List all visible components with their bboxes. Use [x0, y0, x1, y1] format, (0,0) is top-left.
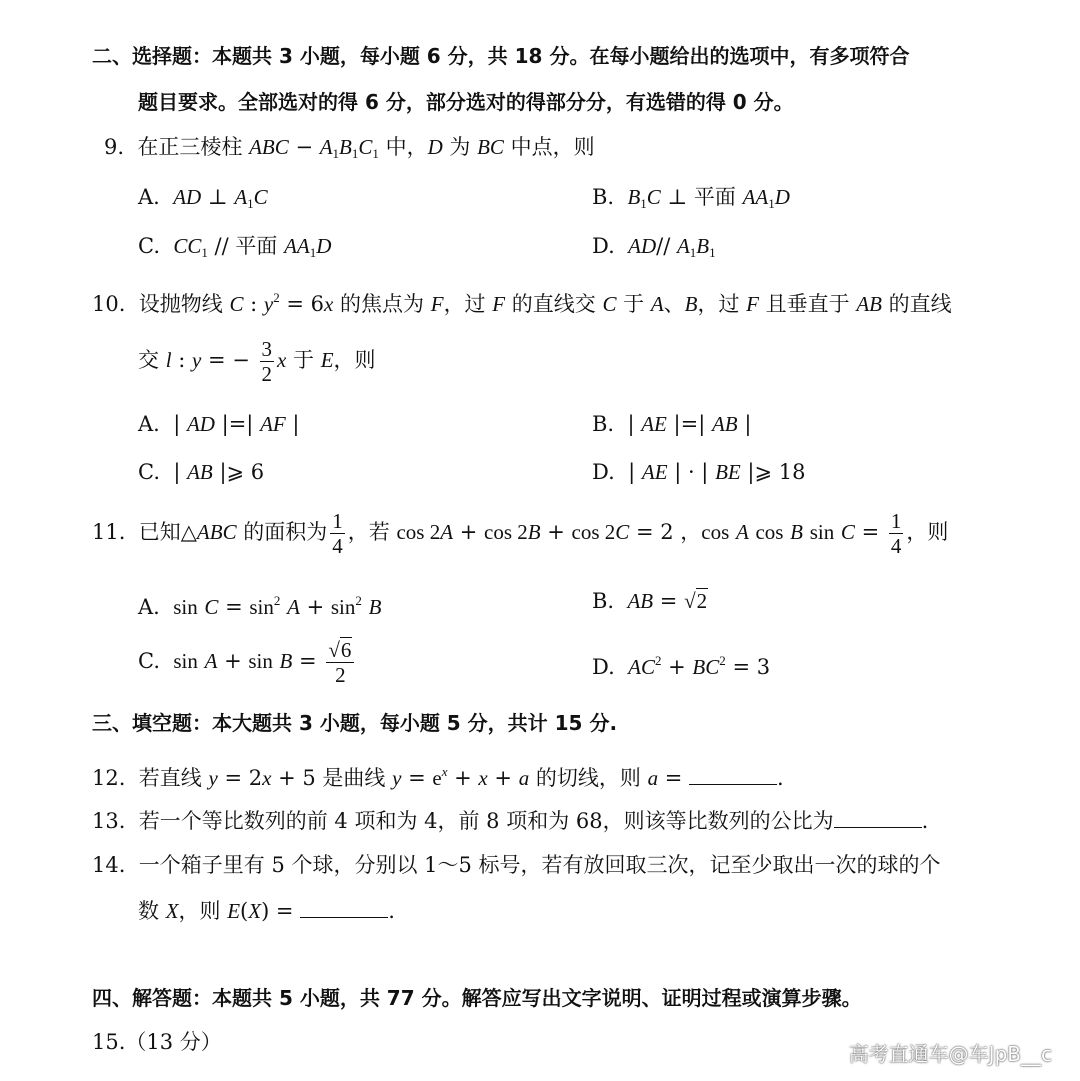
q10-option-b: B. | AE |=| AB |	[592, 412, 752, 436]
q10-option-a: A. | AD |=| AF |	[138, 412, 300, 436]
q14-answer-blank[interactable]	[300, 897, 388, 918]
q9-option-c: C. $CC_1$ // 平面 $AA_1D$	[138, 234, 332, 260]
section4-heading: 四、解答题：本题共 5 小题，共 77 分。解答应写出文字说明、证明过程或演算步骤。	[92, 986, 862, 1010]
q9-option-b: B. $B_1C$ ⊥ 平面 $AA_1D$	[592, 185, 790, 211]
q15: 15.（13 分）	[92, 1030, 222, 1054]
q11-option-a: A. $\sin C = \sin^2 A + \sin^2 B$	[138, 593, 382, 619]
fraction-three-halves: $\frac{3}{2}$	[261, 337, 273, 386]
watermark: 高考直通车@车JpB__c	[848, 1042, 1052, 1066]
q12: 12. 若直线 y = 2x + 5 是曲线 $y = e^x + x + a$ 的切线，则 a = .	[92, 764, 784, 790]
q11-option-b: B. AB = √2	[592, 589, 708, 613]
q11-stem: 11. 已知△ABC 的面积为 $\frac{1}{4}$ ，若 cos 2A + cos 2B + cos 2C = 2 ，cos A cos B sin C = $\frac{1}{4}$ ，则	[92, 509, 949, 558]
q11-option-c: C. sin A + sin B = $\frac{√6}{2}$	[138, 633, 357, 689]
q10-stem: 10. 设抛物线 C : $y^2 = 6x$ 的焦点为 F，过 F 的直线交 C 于 A、B，过 F 且垂直于 AB 的直线	[92, 290, 952, 316]
q9-stem-text: 在正三棱柱 ABC − $A_1B_1C_1$ 中，D 为 BC 中点，则	[137, 135, 595, 161]
section2-heading-cont: 题目要求。全部选对的得 6 分，部分选对的得部分分，有选错的得 0 分。	[138, 90, 794, 114]
q9-option-a: A. AD ⊥ $A_1C$	[138, 185, 268, 211]
q9-stem: 9. 在正三棱柱 ABC − $A_1B_1C_1$ 中，D 为 BC 中点，则	[104, 135, 595, 161]
q12-answer-blank[interactable]	[689, 764, 777, 785]
q10-option-c: C. | AB |⩾ 6	[138, 460, 265, 484]
q14-line2: 数 X，则 E(X) = .	[138, 899, 395, 923]
section3-heading: 三、填空题：本大题共 3 小题，每小题 5 分，共计 15 分.	[92, 711, 618, 735]
q9-option-d: D. AD// $A_1B_1$	[592, 234, 716, 260]
section2-heading: 二、选择题：本题共 3 小题，每小题 6 分，共 18 分。在每小题给出的选项中，有多项符合	[92, 44, 910, 68]
q13: 13. 若一个等比数列的前 4 项和为 4，前 8 项和为 68，则该等比数列的公比为 .	[92, 809, 929, 833]
q10-option-d: D. | AE | · | BE |⩾ 18	[592, 460, 806, 484]
q14-line1: 14. 一个箱子里有 5 个球，分别以 1～5 标号，若有放回取三次，记至少取出一次的球的个	[92, 853, 941, 877]
q10-stem-cont: 交 l : y = − $\frac{3}{2}$ x 于 E，则	[138, 337, 376, 386]
q13-answer-blank[interactable]	[834, 807, 922, 828]
q11-option-d: D. $AC^2 + BC^2 = 3$	[592, 653, 771, 679]
